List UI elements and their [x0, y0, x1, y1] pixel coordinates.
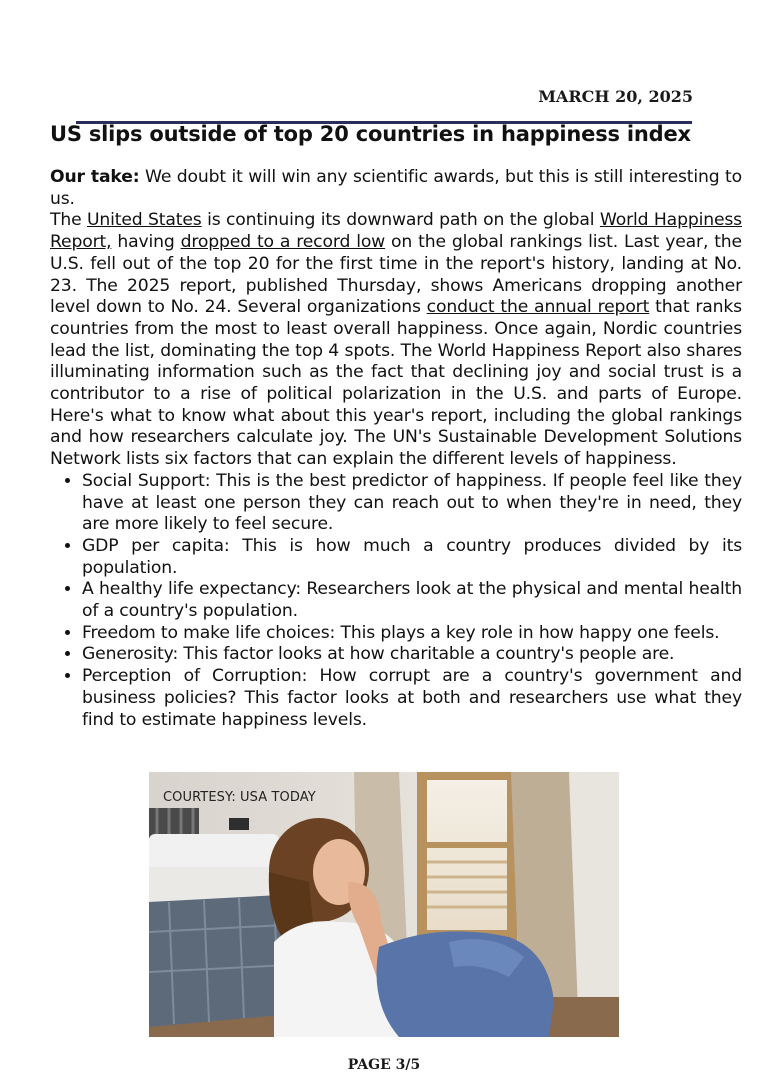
headline: US slips outside of top 20 countries in happiness index	[50, 122, 691, 146]
photo-illustration	[149, 772, 619, 1037]
date-line: MARCH 20, 2025	[538, 87, 693, 106]
list-item: • Generosity: This factor looks at how charitable a country's people are.	[82, 644, 742, 666]
list-item: • A healthy life expectancy: Researchers look at the physical and mental health of a country's population.	[82, 579, 742, 622]
link-annual-report[interactable]: conduct the annual report	[426, 297, 650, 318]
link-world-happiness-report[interactable]: World Happiness Report,	[50, 210, 742, 253]
our-take-text: We doubt it will win any scientific awards, but this is still interesting to us.	[50, 167, 742, 209]
list-item: • Social Support: This is the best predictor of happiness. If people feel like they have at least one person they can reach out to when they're in need, they are more likely to feel secure.	[82, 471, 742, 536]
link-record-low[interactable]: dropped to a record low	[180, 232, 386, 253]
text-run: that ranks countries from the most to least overall happiness. Once again, Nordic countries lead the list, dominating the top 4 spots. The World Happiness Report also shares illuminating information such as the fact that declining joy and social trust is a contributor to a rise of political polarization in the U.S. and parts of Europe. Here's what to know what about this year's report, including the global rankings and how researchers calculate joy. The UN's Sustainable Development Solutions Network lists six factors that can explain the different levels of happiness.	[50, 297, 742, 470]
text-run: on the global rankings list. Last year, the U.S. fell out of the top 20 for the first time in the report's history, landing at No. 23. The 2025 report, published Thursday, shows Americans dropping another level down to No. 24. Several organizations	[50, 232, 742, 318]
our-take	[50, 167, 742, 210]
text-run: is continuing its downward path on the global	[201, 210, 600, 231]
photo-credit: COURTESY: USA TODAY	[163, 790, 316, 805]
article-photo	[149, 772, 619, 1037]
link-united-states[interactable]: United States	[87, 210, 202, 231]
text-run: having	[111, 232, 181, 253]
our-take-label: Our take:	[50, 167, 140, 187]
article-body	[50, 167, 742, 731]
list-item: • Freedom to make life choices: This plays a key role in how happy one feels.	[82, 623, 742, 645]
article-paragraph	[50, 210, 742, 470]
page-number: PAGE 3/5	[347, 1057, 421, 1073]
factors-list	[50, 471, 742, 731]
list-item: • GDP per capita: This is how much a country produces divided by its population.	[82, 536, 742, 579]
list-item: • Perception of Corruption: How corrupt are a country's government and business policies? This factor looks at both and researchers use what they find to estimate happiness levels.	[82, 666, 742, 731]
text-run: The	[50, 210, 87, 231]
